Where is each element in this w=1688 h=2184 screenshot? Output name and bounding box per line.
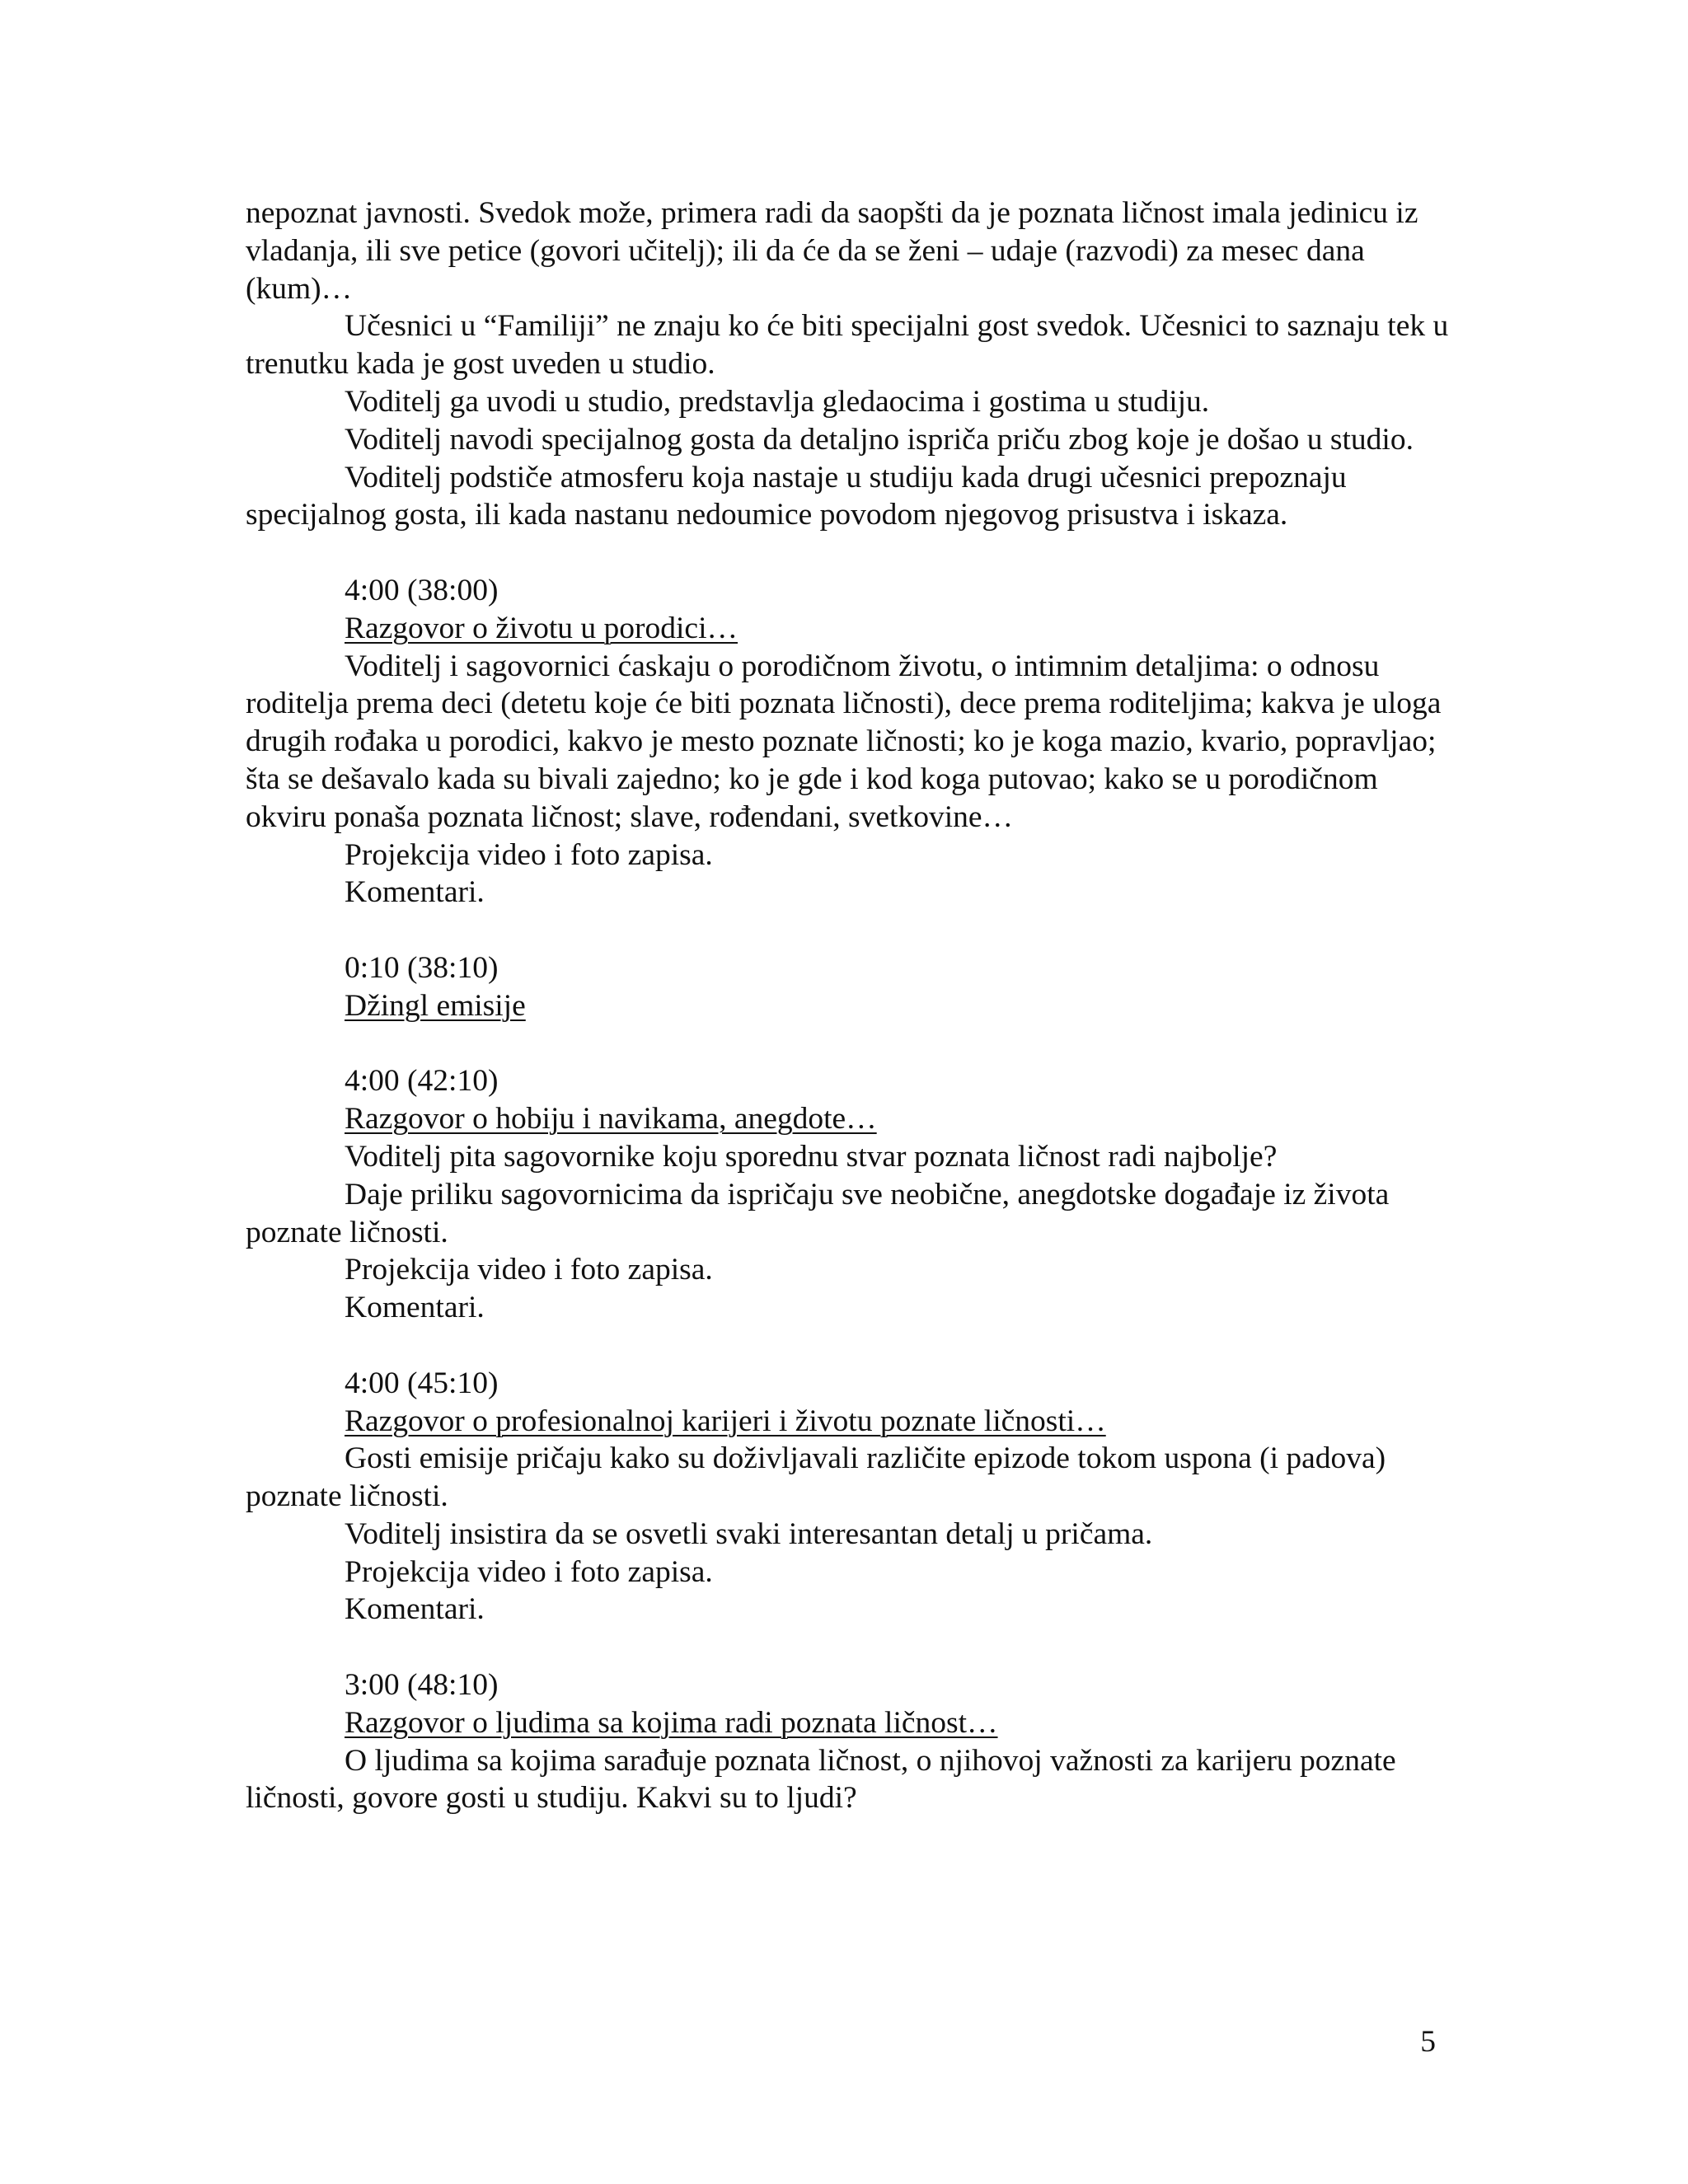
segment-family-life <box>246 572 1465 912</box>
paragraph-witness-statement: nepoznat javnosti. Svedok može, primera radi da saopšti da je poznata ličnost imala jedinicu iz vladanja, ili sve petice (govori učitelj); ili da će da se ženi – udaje (razvodi) za mesec dana (kum)… <box>246 196 1418 306</box>
segment-time: 0:10 (38:10) <box>345 950 499 985</box>
paragraph-participants-unaware: Učesnici u “Familiji” ne znaju ko će biti specijalni gost svedok. Učesnici to saznaju tek u trenutku kada je gost uveden u studio. <box>246 309 1449 382</box>
segment-time: 4:00 (42:10) <box>345 1064 499 1099</box>
segment-projection: Projekcija video i foto zapisa. <box>345 1253 713 1287</box>
segment-text: Voditelj i sagovornici ćaskaju o porodičnom životu, o intimnim detaljima: o odnosu roditelja prema deci (detetu koje će biti poznata ličnosti), dece prema roditeljima; kakva je uloga drugih rođaka u porodici, kakvo je mesto poznate ličnosti; ko je koga mazio, kvario, popravljao; šta se dešavalo kada su bivali zajedno; ko je gde i kod koga putovao; kako se u porodičnom okviru ponaša poznata ličnost; slave, rođendani, svetkovine… <box>246 649 1442 834</box>
spacer <box>246 1327 1465 1365</box>
segment-comments: Komentari. <box>345 1592 485 1627</box>
paragraph-host-atmosphere: Voditelj podstiče atmosferu koja nastaje u studiju kada drugi učesnici prepoznaju specijalnog gosta, ili kada nastanu nedoumice povodom njegovog prisustva i iskaza. <box>246 460 1347 532</box>
segment-colleagues <box>246 1666 1465 1817</box>
segment-time: 4:00 (38:00) <box>345 573 499 607</box>
segment-comments: Komentari. <box>345 1291 485 1325</box>
spacer <box>246 1629 1465 1666</box>
spacer <box>246 1025 1465 1063</box>
segment-time: 4:00 (45:10) <box>345 1366 499 1400</box>
segment-comments: Komentari. <box>345 875 485 910</box>
segment-text: Daje priliku sagovornicima da ispričaju sve neobične, anegdotske događaje iz života poznate ličnosti. <box>246 1177 1390 1249</box>
segment-heading: Razgovor o ljudima sa kojima radi poznata ličnost… <box>345 1705 998 1740</box>
segment-text: Voditelj pita sagovornike koju sporednu stvar poznata ličnost radi najbolje? <box>345 1139 1278 1174</box>
spacer <box>246 912 1465 949</box>
paragraph-guest-story: Voditelj navodi specijalnog gosta da detaljno ispriča priču zbog koje je došao u studio. <box>345 422 1414 457</box>
segment-text: Gosti emisije pričaju kako su doživljavali različite epizode tokom uspona (i padova) poznate ličnosti. <box>246 1441 1386 1514</box>
segment-career <box>246 1365 1465 1629</box>
segment-heading: Razgovor o profesionalnoj karijeri i životu poznate ličnosti… <box>345 1404 1106 1438</box>
segment-text: Voditelj insistira da se osvetli svaki interesantan detalj u pričama. <box>345 1516 1153 1551</box>
segment-heading: Razgovor o životu u porodici… <box>345 611 738 645</box>
segment-time: 3:00 (48:10) <box>345 1668 499 1703</box>
spacer <box>246 534 1465 572</box>
paragraph-host-introduces: Voditelj ga uvodi u studio, predstavlja gledaocima i gostima u studiju. <box>345 384 1210 419</box>
segment-heading: Razgovor o hobiju i navikama, anegdote… <box>345 1102 877 1137</box>
segment-hobbies <box>246 1062 1465 1327</box>
segment-heading: Džingl emisije <box>345 988 526 1023</box>
page-body <box>246 194 1465 1817</box>
page-number: 5 <box>1420 2025 1436 2059</box>
segment-projection: Projekcija video i foto zapisa. <box>345 837 713 872</box>
segment-projection: Projekcija video i foto zapisa. <box>345 1554 713 1589</box>
segment-text: O ljudima sa kojima sarađuje poznata ličnost, o njihovoj važnosti za karijeru poznate ličnosti, govore gosti u studiju. Kakvi su to ljudi? <box>246 1743 1396 1816</box>
segment-jingle <box>246 949 1465 1025</box>
